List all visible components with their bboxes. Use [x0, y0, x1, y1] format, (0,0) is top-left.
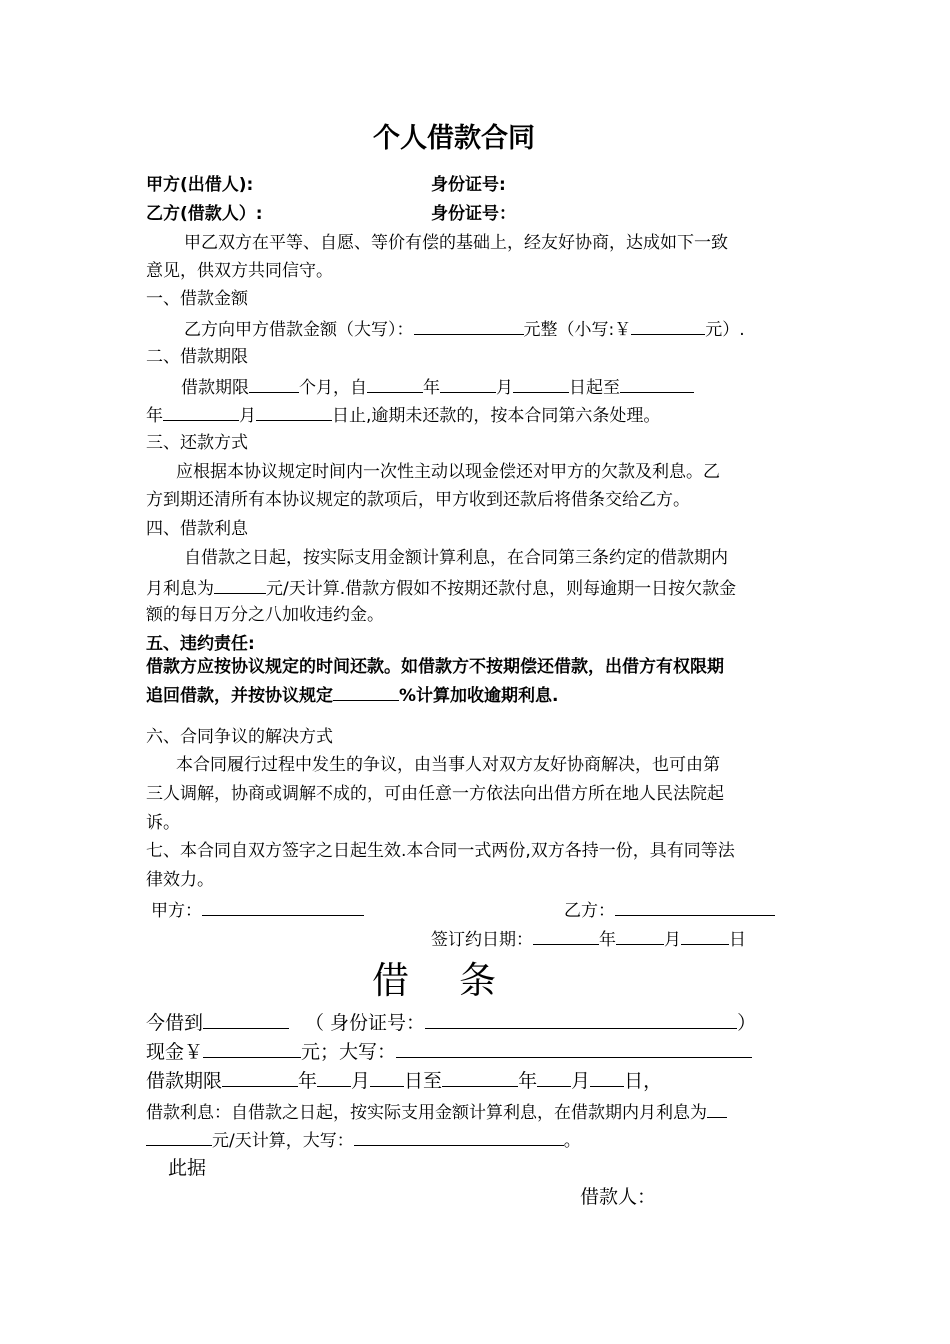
s1-text-b: 元整（小写:￥: [523, 320, 632, 340]
section-5-title: 五、违约责任:: [146, 634, 255, 654]
sign-year: 年: [599, 930, 616, 950]
signature-a: [151, 901, 364, 920]
amount-words-blank[interactable]: [414, 320, 524, 335]
section-5-line-2: [146, 686, 559, 705]
iou-l3-year-2: 年: [518, 1070, 538, 1092]
sign-month-blank[interactable]: [616, 930, 664, 945]
party-b-id-label: 身份证号：: [431, 204, 516, 224]
section-5-line-1: 借款方应按协议规定的时间还款。如借款方不按期偿还借款，出借方有权限期: [146, 657, 724, 677]
iou-line-2: [146, 1043, 752, 1062]
s4-text-a: 月利息为: [146, 579, 214, 599]
iou-l2-text-b: 元；大写：: [301, 1041, 397, 1063]
start-day-blank[interactable]: [513, 378, 569, 393]
monthly-interest-blank[interactable]: [214, 579, 266, 594]
iou-title-char-2: 条: [459, 959, 496, 1002]
iou-l3-year: 年: [298, 1070, 318, 1092]
party-a-id-label: 身份证号:: [431, 175, 506, 195]
section-7-line-2: 律效力。: [146, 870, 214, 890]
start-month-blank[interactable]: [440, 378, 496, 393]
section-3-line-2: 方到期还清所有本协议规定的款项后，甲方收到还款后将借条交给乙方。: [146, 490, 690, 510]
section-6-line-2: 三人调解，协商或调解不成的，可由任意一方依法向出借方所在地人民法院起: [146, 784, 724, 804]
term-months-blank[interactable]: [249, 378, 299, 393]
section-4-line-2: [146, 579, 736, 598]
signature-b: [564, 901, 775, 920]
iou-end-month-blank[interactable]: [537, 1072, 571, 1087]
s2-end: 日止,逾期未还款的，按本合同第六条处理。: [332, 406, 661, 426]
iou-l1-text-c: ）: [737, 1012, 757, 1034]
lender-name-blank[interactable]: [203, 1014, 289, 1029]
iou-line-4: [146, 1103, 727, 1122]
section-7-line-1: 七、本合同自双方签字之日起生效.本合同一式两份,双方各持一份，具有同等法: [146, 841, 735, 861]
sign-day: 日: [729, 930, 746, 950]
iou-l3-month-2: 月: [571, 1070, 591, 1092]
party-a-label: 甲方(出借人):: [146, 175, 254, 195]
iou-line-1: [146, 1014, 756, 1033]
end-year-blank[interactable]: [620, 378, 694, 393]
overdue-rate-blank[interactable]: [333, 686, 399, 701]
end-month-blank[interactable]: [163, 406, 239, 421]
iou-start-month-blank[interactable]: [317, 1072, 351, 1087]
s2-month: 月: [496, 378, 513, 398]
start-year-blank[interactable]: [367, 378, 423, 393]
sign-day-blank[interactable]: [681, 930, 729, 945]
cash-words-blank[interactable]: [396, 1043, 752, 1058]
iou-l3-day-2: 日，: [624, 1070, 663, 1092]
signature-a-label: 甲方：: [151, 901, 202, 921]
section-2-title: 二、借款期限: [146, 347, 248, 367]
iou-l5-text-a: 元/天计算，大写：: [212, 1131, 354, 1151]
amount-figure-blank[interactable]: [631, 320, 705, 335]
s4-text-b: 元/天计算.借款方假如不按期还款付息，则每逾期一日按欠款金: [266, 579, 737, 599]
sign-month: 月: [664, 930, 681, 950]
section-3-line-1: 应根据本协议规定时间内一次性主动以现金偿还对甲方的欠款及利息。乙: [176, 462, 720, 482]
section-2-body-1: [181, 378, 694, 397]
sign-date-label: 签订约日期：: [431, 930, 533, 950]
s2-text-b: 个月，自: [299, 378, 367, 398]
iou-l4-text: 借款利息：自借款之日起，按实际支用金额计算利息，在借款期内月利息为: [146, 1103, 707, 1123]
iou-l5-text-b: 。: [563, 1131, 581, 1151]
iou-id-blank[interactable]: [425, 1014, 737, 1029]
iou-start-day-blank[interactable]: [370, 1072, 404, 1087]
intro-line-2: 意见，供双方共同信守。: [146, 261, 333, 281]
end-day-blank[interactable]: [256, 406, 332, 421]
section-6-line-3: 诉。: [146, 813, 180, 833]
iou-line-3: [146, 1072, 662, 1091]
iou-l1-text-b: （ 身份证号：: [305, 1012, 426, 1034]
s2-text-a: 借款期限: [181, 378, 249, 398]
signature-b-blank[interactable]: [615, 901, 775, 916]
iou-interest-blank-b[interactable]: [146, 1131, 212, 1146]
section-6-title: 六、合同争议的解决方式: [146, 727, 333, 747]
section-4-title: 四、借款利息: [146, 519, 248, 539]
iou-borrower-label: 借款人：: [580, 1186, 657, 1208]
intro-line-1: 甲乙双方在平等、自愿、等价有偿的基础上，经友好协商，达成如下一致: [184, 233, 728, 253]
iou-interest-words-blank[interactable]: [354, 1131, 564, 1146]
section-4-line-1: 自借款之日起，按实际支用金额计算利息，在合同第三条约定的借款期内: [184, 548, 728, 568]
section-1-body: [184, 320, 745, 339]
section-3-title: 三、还款方式: [146, 433, 248, 453]
signature-b-label: 乙方：: [564, 901, 615, 921]
signature-a-blank[interactable]: [202, 901, 364, 916]
s5-text-a: 追回借款，并按协议规定: [146, 686, 333, 706]
iou-start-year-blank[interactable]: [222, 1072, 298, 1087]
iou-basis: 此据: [168, 1157, 207, 1179]
iou-l1-text-a: 今借到: [146, 1012, 204, 1034]
s2-from: 日起至: [569, 378, 620, 398]
s5-text-b: %计算加收逾期利息.: [399, 686, 559, 706]
iou-title-char-1: 借: [372, 959, 409, 1002]
s2-year-2: 年: [146, 406, 163, 426]
section-6-line-1: 本合同履行过程中发生的争议，由当事人对双方友好协商解决，也可由第: [176, 755, 720, 775]
party-b-label: 乙方(借款人）:: [146, 204, 263, 224]
s2-year: 年: [423, 378, 440, 398]
contract-title: 个人借款合同: [373, 123, 535, 154]
section-4-line-3: 额的每日万分之八加收违约金。: [146, 605, 384, 625]
s2-month-2: 月: [239, 406, 256, 426]
iou-l2-text-a: 现金￥: [146, 1041, 204, 1063]
cash-amount-blank[interactable]: [203, 1043, 301, 1058]
iou-l3-to: 日至: [404, 1070, 443, 1092]
iou-end-day-blank[interactable]: [590, 1072, 624, 1087]
iou-line-5: [146, 1131, 581, 1150]
iou-end-year-blank[interactable]: [442, 1072, 518, 1087]
iou-title: [372, 959, 496, 1002]
s1-text-c: 元）.: [705, 320, 745, 340]
iou-l3-text-a: 借款期限: [146, 1070, 223, 1092]
section-1-title: 一、借款金额: [146, 289, 248, 309]
sign-date: [431, 930, 746, 949]
iou-l3-month: 月: [351, 1070, 371, 1092]
s1-text-a: 乙方向甲方借款金额（大写）：: [184, 320, 414, 340]
iou-interest-blank-a[interactable]: [707, 1103, 727, 1118]
section-2-body-2: [146, 406, 660, 425]
sign-year-blank[interactable]: [533, 930, 599, 945]
